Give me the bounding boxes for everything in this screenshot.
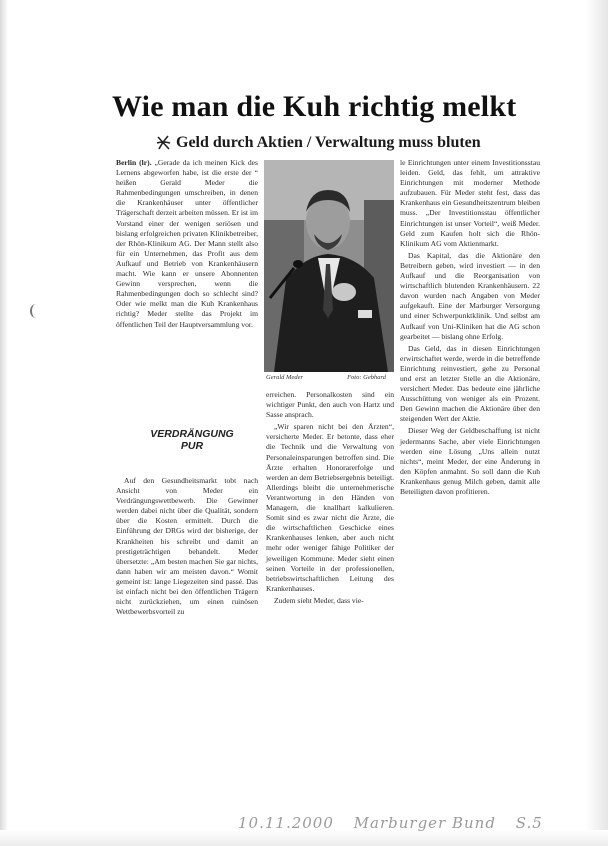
paragraph: Das Geld, das in diesen Einrichtungen erwirtschaftet werde, werde in die betreffende Einrichtung reinvestiert, gehe zu Personal und erst an letzter Stelle an die Aktionäre, versichert Meder. Das bedeute eine jährliche Ausschüttung von weniger als ein Prozent. Den Gewinn machen die Aktionäre über den steigenden Wert der Aktie.: [400, 343, 540, 424]
dateline: Berlin (lr).: [116, 158, 152, 167]
photo-caption: [264, 374, 394, 386]
subhead: VERDRÄNGUNG PUR: [150, 428, 234, 452]
paragraph: Auf den Gesundheitsmarkt tobt nach Ansicht von Meder ein Verdrängungswettbewerb. Die Gewinner werden dabei nicht über die Qualität, sondern über die Kosten ermittelt. Durch die Einführung der DRGs wird der bisherige, der Krankheiten bis schreibt und damit an prestigeträchtigen behandelt. Meder übersetzte: „Am besten machen Sie gar nichts, dann haben wir am meisten davon.“ Womit gemeint ist: lange Liegezeiten sind passé. Das ist einfach nicht bei den öffentlichen Trägern nicht zurückziehen, um einen ruinösen Wettbewerbsvorteil zu: [116, 476, 258, 617]
handnote-publication: Marburger Bund: [353, 814, 496, 832]
handwritten-check-mark: [156, 134, 172, 152]
paragraph: [116, 158, 258, 330]
paragraph: le Einrichtungen unter einem Investitionsstau leiden. Geld, das fehlt, um attraktive Einrichtungen mit moderner Methode aufzubauen. Für Meder steht fest, dass das Krankenhaus ein Gesundheitszentrum bleiben muss. „Der Investitionsstau öffentlicher Einrichtungen ist unser Vorteil“, weiß Meder. Geld zum Kaufen holt sich die Rhön-Klinikum AG vom Aktienmarkt.: [400, 158, 540, 248]
portrait-photo: [264, 160, 394, 372]
paragraph: „Wir sparen nicht bei den Ärzten“, versicherte Meder. Er betonte, dass eher die Technik und die Verwaltung von Personaleinsparungen betroffen sind. Die Ärzte erhalten Honorarerfolge und werden an dem Betriebsergebnis beteiligt. Allerdings bleibt die unternehmerische Verantwortung in den Händen von Managern, die knallhart kalkulieren. Somit sind es zwar nicht die Ärzte, die die wirtschaftlichen Geschicke eines Krankenhauses lenken, aber auch nicht mehr oder weniger fähige Politiker der jeweiligen Kommune. Meder sieht einen seinen Vorteile in der professionellen, betriebswirtschaftlichen Leitung des Krankenhauses.: [266, 422, 394, 593]
column-3: [400, 158, 540, 499]
portrait-photo-image: [264, 160, 394, 372]
column-2: [266, 390, 394, 608]
paragraph: erreichen. Personalkosten sind ein wichtiger Punkt, den auch von Hartz und Sasse ansprach.: [266, 390, 394, 420]
paragraph: Das Kapital, das die Aktionäre den Betreibern geben, wird investiert — in den Aufkauf und die Reorganisation von wirtschaftlich blutenden Krankenhäusern. 22 davon wurden nach Angaben von Meder aufgekauft. Eine der Marburger Versorgung und einer Schwerpunktklinik. Und selbst am Aufkauf von Uni-Kliniken hat die AG schon gearbeitet — bislang ohne Erfolg.: [400, 250, 540, 341]
handwritten-source-note: [238, 814, 578, 832]
headline: Wie man die Kuh richtig melkt: [112, 90, 517, 123]
kicker-text: Geld durch Aktien / Verwaltung muss bluten: [176, 134, 481, 151]
caption-subject: Gerald Meder: [266, 374, 304, 381]
kicker: [176, 134, 608, 152]
scan-edge-bottom: [0, 830, 608, 846]
scan-edge-left: [0, 0, 8, 846]
column-1: [116, 158, 258, 332]
column-1-continued: [116, 476, 258, 619]
paragraph-text: „Gerade da ich meinen Kick des Lernens abgeworfen habe, ist die erste der “ heißen Gerald Meder die Rahmenbedingungen umschreiben, in denen die Krankenhäuser unter öffentlicher Trägerschaft derzeit arbeiten müssen. Er ist im Vorstand einer der wenigen seriösen und bislang erfolgreichen privaten Klinikbetreiber, der Rhön-Klinikum AG. Der Mann stellt also für ein Unternehmen, das Profit aus dem Aufkauf und Betrieb von Krankenhäusern macht. Wie kann er unsere Abonnenten Gewinn versprechen, wenn die Rahmenbedingungen doch so schlecht sind? Oder wie melkt man die Kuh Krankenhaus richtig? Meder stellte das Projekt im öffentlichen Teil der Hauptversammlung vor.: [116, 158, 258, 329]
handnote-page: S.5: [515, 814, 543, 832]
handnote-date: 10.11.2000: [238, 814, 334, 832]
caption-credit: Foto: Gebhard: [347, 374, 386, 381]
paragraph: Dieser Weg der Geldbeschaffung ist nicht jedermanns Sache, aber viele Einrichtungen werden eine Lösung „Uns allein nutzt nichts“, meint Meder, der eine Änderung in den Köpfen anmahnt. So soll dann die Kuh Krankenhaus genug Milch geben, damit alle Beteiligten davon profitieren.: [400, 426, 540, 496]
punch-hole-mark: [30, 304, 42, 318]
paragraph: Zudem sieht Meder, dass vie-: [274, 595, 364, 605]
scan-edge-right: [586, 0, 608, 846]
